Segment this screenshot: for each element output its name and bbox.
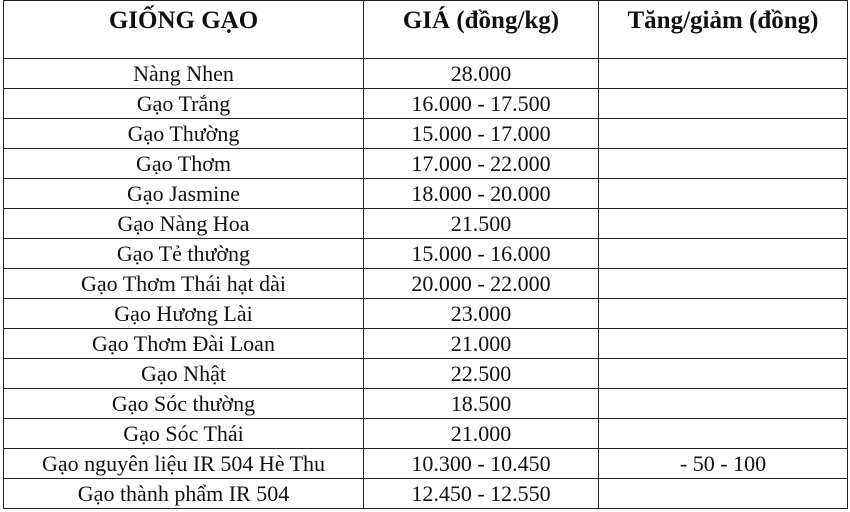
price-cell: 18.500 (364, 389, 599, 419)
variety-cell: Nàng Nhen (4, 59, 364, 89)
header-row (4, 1, 848, 59)
change-cell (599, 239, 848, 269)
change-cell (599, 329, 848, 359)
table-row (4, 329, 848, 359)
price-cell: 28.000 (364, 59, 599, 89)
variety-cell: Gạo Trắng (4, 89, 364, 119)
price-cell: 17.000 - 22.000 (364, 149, 599, 179)
price-cell: 22.500 (364, 359, 599, 389)
variety-cell: Gạo Nàng Hoa (4, 209, 364, 239)
change-cell: - 50 - 100 (599, 449, 848, 479)
change-cell (599, 299, 848, 329)
variety-cell: Gạo Sóc Thái (4, 419, 364, 449)
price-cell: 18.000 - 20.000 (364, 179, 599, 209)
table-row (4, 239, 848, 269)
variety-cell: Gạo nguyên liệu IR 504 Hè Thu (4, 449, 364, 479)
price-cell: 10.300 - 10.450 (364, 449, 599, 479)
table-row (4, 119, 848, 149)
table-row (4, 89, 848, 119)
price-cell: 21.000 (364, 329, 599, 359)
change-cell (599, 149, 848, 179)
header-change: Tăng/giảm (đồng) (599, 1, 848, 59)
variety-cell: Gạo Hương Lài (4, 299, 364, 329)
variety-cell: Gạo Nhật (4, 359, 364, 389)
table-row (4, 149, 848, 179)
change-cell (599, 269, 848, 299)
change-cell (599, 359, 848, 389)
header-variety: GIỐNG GẠO (4, 1, 364, 59)
price-cell: 21.000 (364, 419, 599, 449)
table-row (4, 389, 848, 419)
table-row (4, 359, 848, 389)
variety-cell: Gạo Jasmine (4, 179, 364, 209)
price-cell: 12.450 - 12.550 (364, 479, 599, 509)
change-cell (599, 179, 848, 209)
table-body (4, 59, 848, 509)
variety-cell: Gạo thành phẩm IR 504 (4, 479, 364, 509)
change-cell (599, 389, 848, 419)
table-row (4, 209, 848, 239)
table-row (4, 449, 848, 479)
price-cell: 15.000 - 17.000 (364, 119, 599, 149)
change-cell (599, 119, 848, 149)
price-cell: 16.000 - 17.500 (364, 89, 599, 119)
table-row (4, 59, 848, 89)
price-cell: 15.000 - 16.000 (364, 239, 599, 269)
table-row (4, 419, 848, 449)
variety-cell: Gạo Thơm Đài Loan (4, 329, 364, 359)
change-cell (599, 479, 848, 509)
table-row (4, 479, 848, 509)
table-row (4, 269, 848, 299)
rice-price-table (3, 0, 848, 509)
variety-cell: Gạo Tẻ thường (4, 239, 364, 269)
variety-cell: Gạo Thơm Thái hạt dài (4, 269, 364, 299)
price-cell: 21.500 (364, 209, 599, 239)
table-row (4, 299, 848, 329)
change-cell (599, 89, 848, 119)
table-row (4, 179, 848, 209)
change-cell (599, 419, 848, 449)
price-cell: 23.000 (364, 299, 599, 329)
variety-cell: Gạo Thường (4, 119, 364, 149)
variety-cell: Gạo Thơm (4, 149, 364, 179)
header-price: GIÁ (đồng/kg) (364, 1, 599, 59)
change-cell (599, 59, 848, 89)
variety-cell: Gạo Sóc thường (4, 389, 364, 419)
price-cell: 20.000 - 22.000 (364, 269, 599, 299)
change-cell (599, 209, 848, 239)
